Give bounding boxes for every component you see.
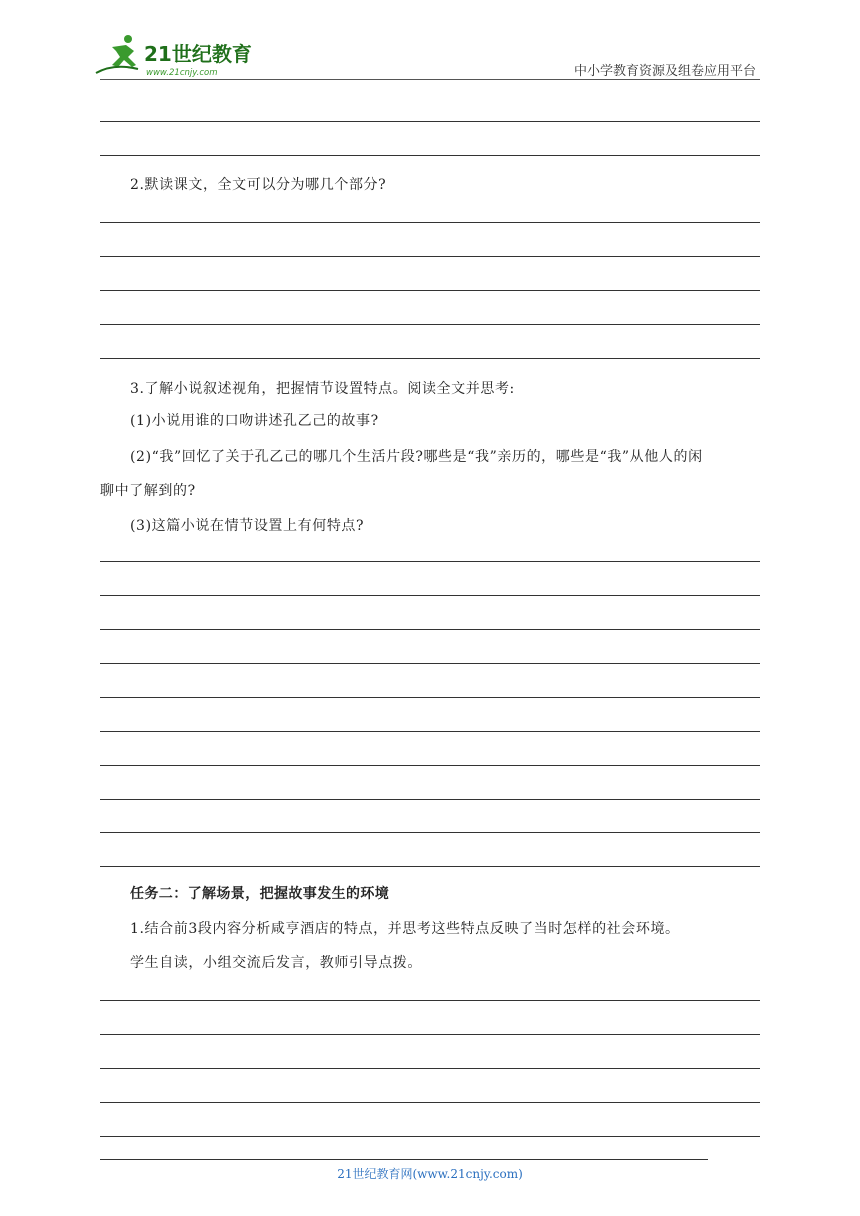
footer-link[interactable]: 21世纪教育网(www.21cnjy.com)	[337, 1167, 523, 1181]
platform-name: 中小学教育资源及组卷应用平台	[573, 64, 756, 79]
task-2-note: 学生自读，小组交流后发言，教师引导点拨。	[130, 955, 422, 971]
answer-line	[100, 832, 760, 833]
answer-line	[100, 1000, 760, 1001]
question-3-2-cont: 聊中了解到的?	[100, 483, 196, 499]
answer-line	[100, 324, 760, 325]
answer-line	[100, 731, 760, 732]
answer-line	[100, 256, 760, 257]
logo-url: www.21cnjy.com	[146, 68, 218, 78]
answer-line	[100, 155, 760, 156]
footer-divider	[100, 1159, 708, 1160]
answer-line	[100, 1068, 760, 1069]
site-logo	[94, 33, 269, 79]
answer-line	[100, 595, 760, 596]
answer-line	[100, 697, 760, 698]
answer-line	[100, 799, 760, 800]
header-divider	[100, 79, 760, 80]
question-3-2: (2)“我”回忆了关于孔乙己的哪几个生活片段?哪些是“我”亲历的，哪些是“我”从他人的闲	[130, 449, 703, 465]
answer-line	[100, 629, 760, 630]
task-2-question-1: 1.结合前3段内容分析咸亨酒店的特点，并思考这些特点反映了当时怎样的社会环境。	[130, 921, 680, 937]
answer-line	[100, 663, 760, 664]
answer-line	[100, 1102, 760, 1103]
answer-line	[100, 866, 760, 867]
answer-line	[100, 1136, 760, 1137]
question-2: 2.默读课文，全文可以分为哪几个部分?	[130, 177, 387, 193]
answer-line	[100, 358, 760, 359]
answer-line	[100, 561, 760, 562]
question-3-1: (1)小说用谁的口吻讲述孔乙己的故事?	[130, 413, 379, 429]
question-3: 3.了解小说叙述视角，把握情节设置特点。阅读全文并思考:	[130, 381, 515, 397]
answer-line	[100, 1034, 760, 1035]
answer-line	[100, 222, 760, 223]
task-2-heading: 任务二：了解场景，把握故事发生的环境	[130, 886, 390, 902]
runner-icon	[96, 35, 138, 73]
logo-text: 21世纪教育	[144, 42, 252, 66]
answer-line	[100, 290, 760, 291]
answer-line	[100, 121, 760, 122]
answer-line	[100, 765, 760, 766]
question-3-3: (3)这篇小说在情节设置上有何特点?	[130, 518, 365, 534]
